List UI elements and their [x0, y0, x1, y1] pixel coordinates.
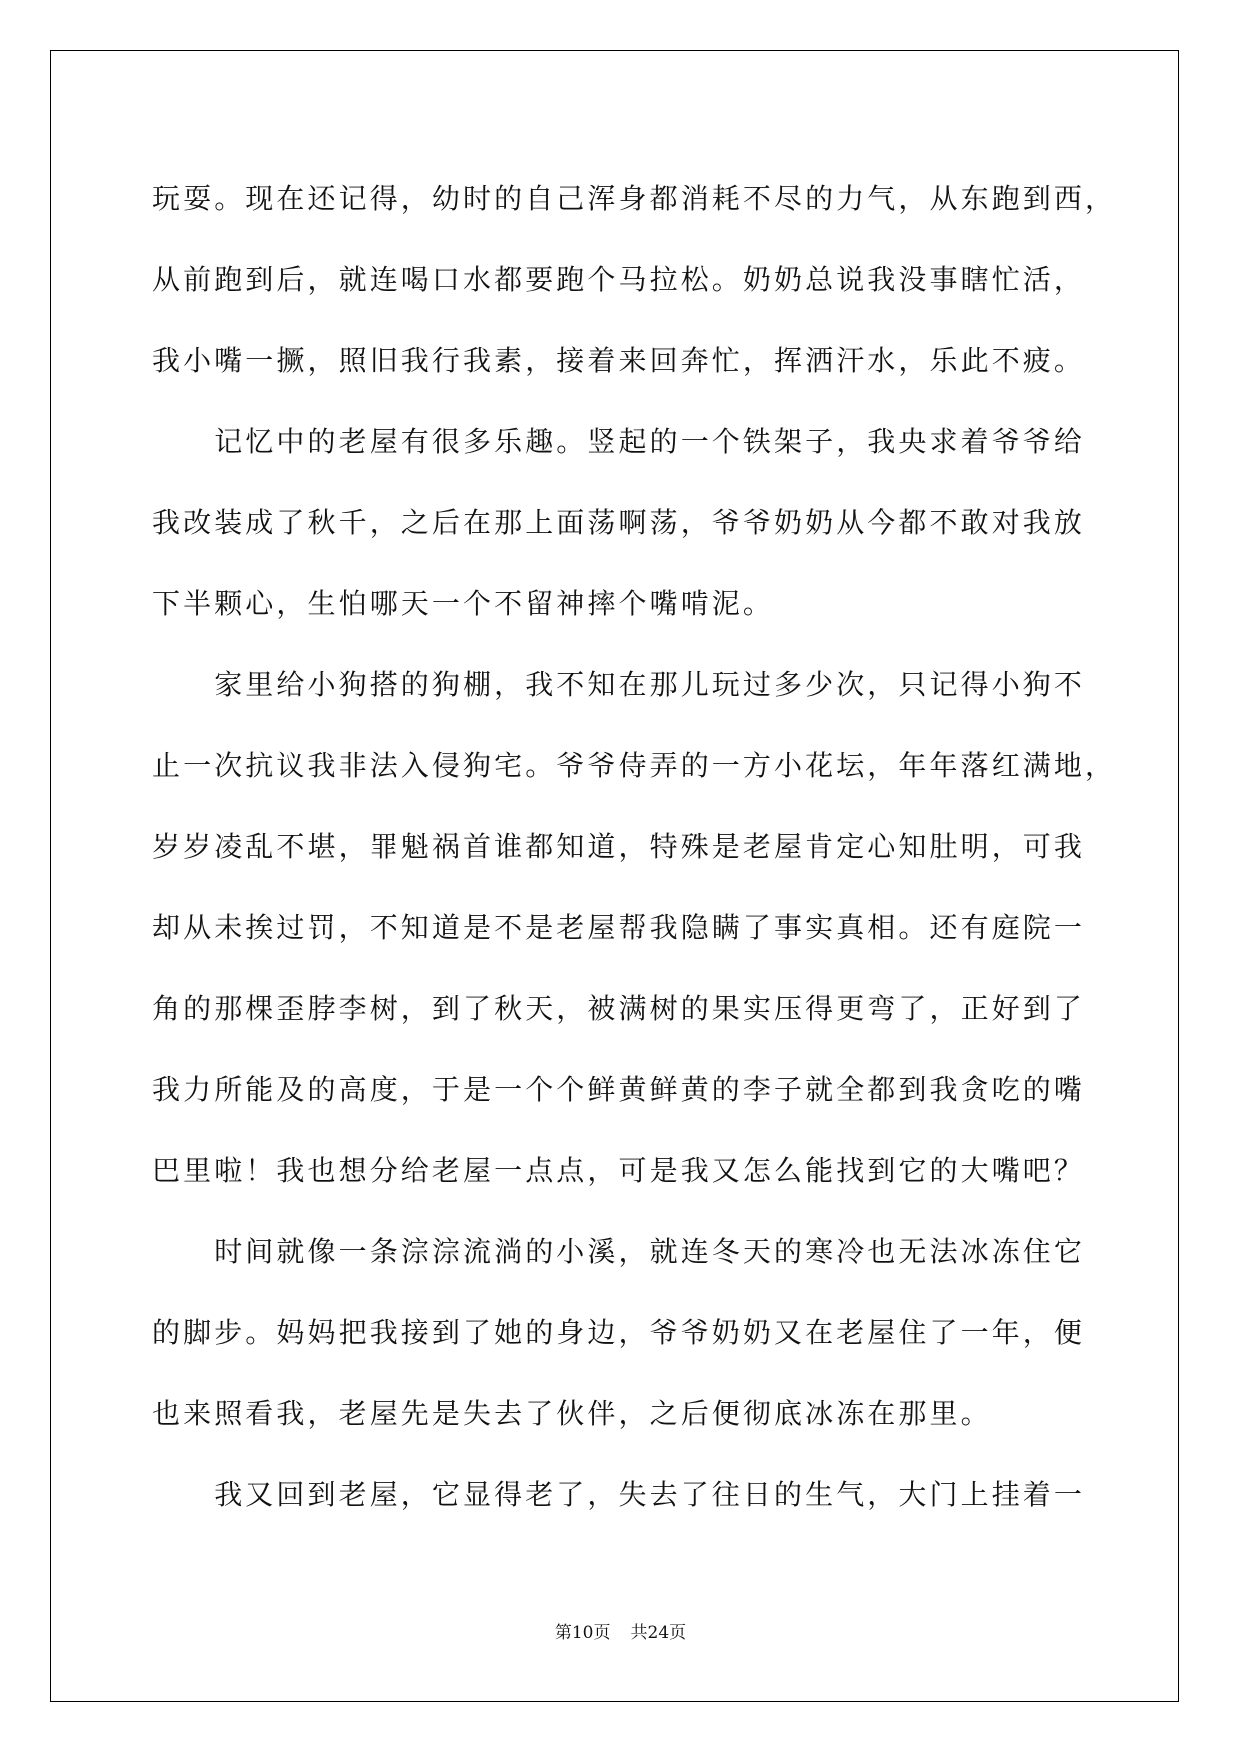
- text-line: 的脚步。妈妈把我接到了她的身边，爷爷奶奶又在老屋住了一年，便: [152, 1316, 1086, 1349]
- text-line: 时间就像一条淙淙流淌的小溪，就连冬天的寒冷也无法冰冻住它: [152, 1235, 1086, 1268]
- text-line: 家里给小狗搭的狗棚，我不知在那儿玩过多少次，只记得小狗不: [152, 668, 1086, 701]
- page-total: 共24页: [630, 1623, 687, 1643]
- text-line: 岁岁凌乱不堪，罪魁祸首谁都知道，特殊是老屋肯定心知肚明，可我: [152, 830, 1086, 863]
- text-line: 止一次抗议我非法入侵狗宅。爷爷侍弄的一方小花坛，年年落红满地，: [152, 749, 1117, 782]
- text-line: 我又回到老屋，它显得老了，失去了往日的生气，大门上挂着一: [152, 1478, 1086, 1511]
- text-line: 记忆中的老屋有很多乐趣。竖起的一个铁架子，我央求着爷爷给: [152, 425, 1086, 458]
- text-line: 从前跑到后，就连喝口水都要跑个马拉松。奶奶总说我没事瞎忙活，: [152, 263, 1086, 296]
- document-body: [152, 158, 1117, 1535]
- text-line: 巴里啦！我也想分给老屋一点点，可是我又怎么能找到它的大嘴吧？: [152, 1154, 1086, 1187]
- text-line: 我小嘴一撅，照旧我行我素，接着来回奔忙，挥洒汗水，乐此不疲。: [152, 344, 1086, 377]
- text-line: 也来照看我，老屋先是失去了伙伴，之后便彻底冰冻在那里。: [152, 1397, 992, 1430]
- text-line: 我力所能及的高度，于是一个个鲜黄鲜黄的李子就全都到我贪吃的嘴: [152, 1073, 1086, 1106]
- page-number: 第10页: [554, 1623, 611, 1643]
- text-line: 玩耍。现在还记得，幼时的自己浑身都消耗不尽的力气，从东跑到西，: [152, 182, 1117, 215]
- text-line: 我改装成了秋千，之后在那上面荡啊荡，爷爷奶奶从今都不敢对我放: [152, 506, 1086, 539]
- text-line: 角的那棵歪脖李树，到了秋天，被满树的果实压得更弯了，正好到了: [152, 992, 1086, 1025]
- text-line: 却从未挨过罚，不知道是不是老屋帮我隐瞒了事实真相。还有庭院一: [152, 911, 1086, 944]
- page-footer: [0, 1618, 1241, 1643]
- text-line: 下半颗心，生怕哪天一个不留神摔个嘴啃泥。: [152, 587, 775, 620]
